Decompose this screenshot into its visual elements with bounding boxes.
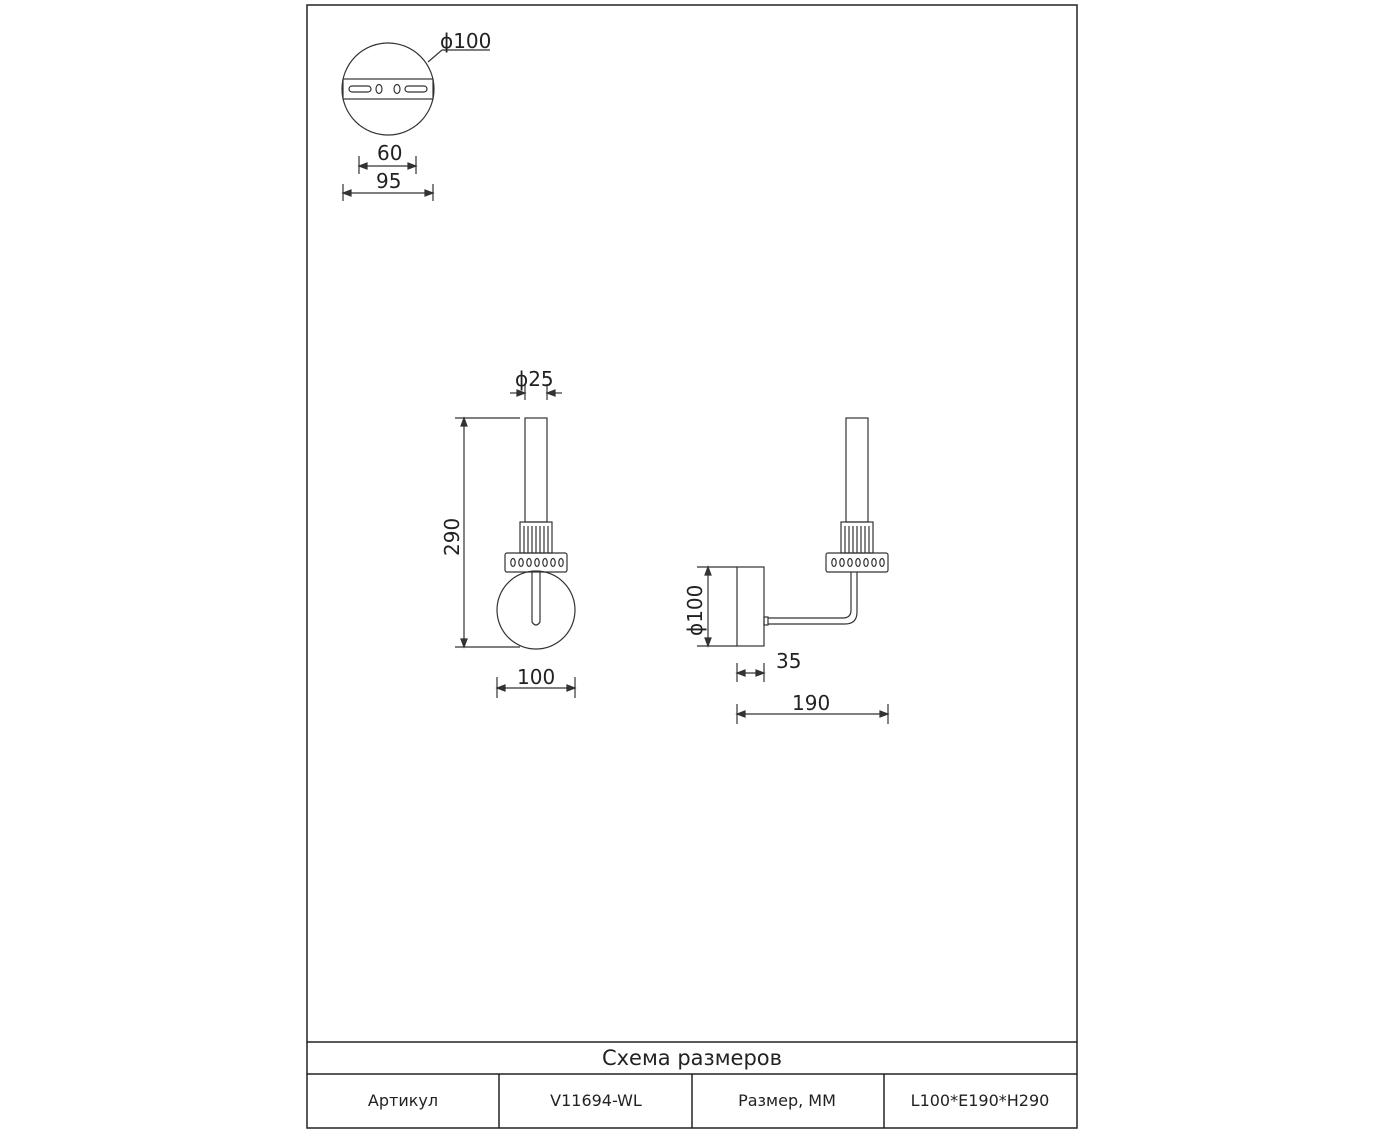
article-value: V11694-WL <box>550 1091 642 1110</box>
side-projection-label: 190 <box>792 691 831 715</box>
sheet-frame <box>307 5 1077 1128</box>
size-value: L100*E190*H290 <box>910 1091 1050 1110</box>
wall-base <box>737 567 764 646</box>
side-glass-tube <box>846 418 868 522</box>
size-label: Размер, ММ <box>738 1091 836 1110</box>
mounting-bar <box>343 79 433 99</box>
title-block-title: Схема размеров <box>601 1046 783 1070</box>
glass-tube <box>525 418 547 522</box>
front-height-label: 290 <box>440 517 464 556</box>
top-view <box>342 43 490 201</box>
side-base-diameter-label: ϕ100 <box>683 584 707 636</box>
front-tube-diameter-label: ϕ25 <box>515 367 554 391</box>
side-base-depth-label: 35 <box>776 649 802 673</box>
glass-sphere <box>497 571 575 649</box>
top-diameter-label: ϕ100 <box>440 29 492 53</box>
decorative-ring <box>505 553 567 572</box>
side-view <box>697 418 888 724</box>
top-outer-width-label: 95 <box>376 169 402 193</box>
top-inner-width-label: 60 <box>377 141 403 165</box>
article-label: Артикул <box>367 1091 439 1110</box>
front-view <box>455 384 575 698</box>
side-decorative-ring <box>826 553 888 572</box>
front-width-label: 100 <box>517 665 556 689</box>
bent-arm <box>768 572 857 624</box>
